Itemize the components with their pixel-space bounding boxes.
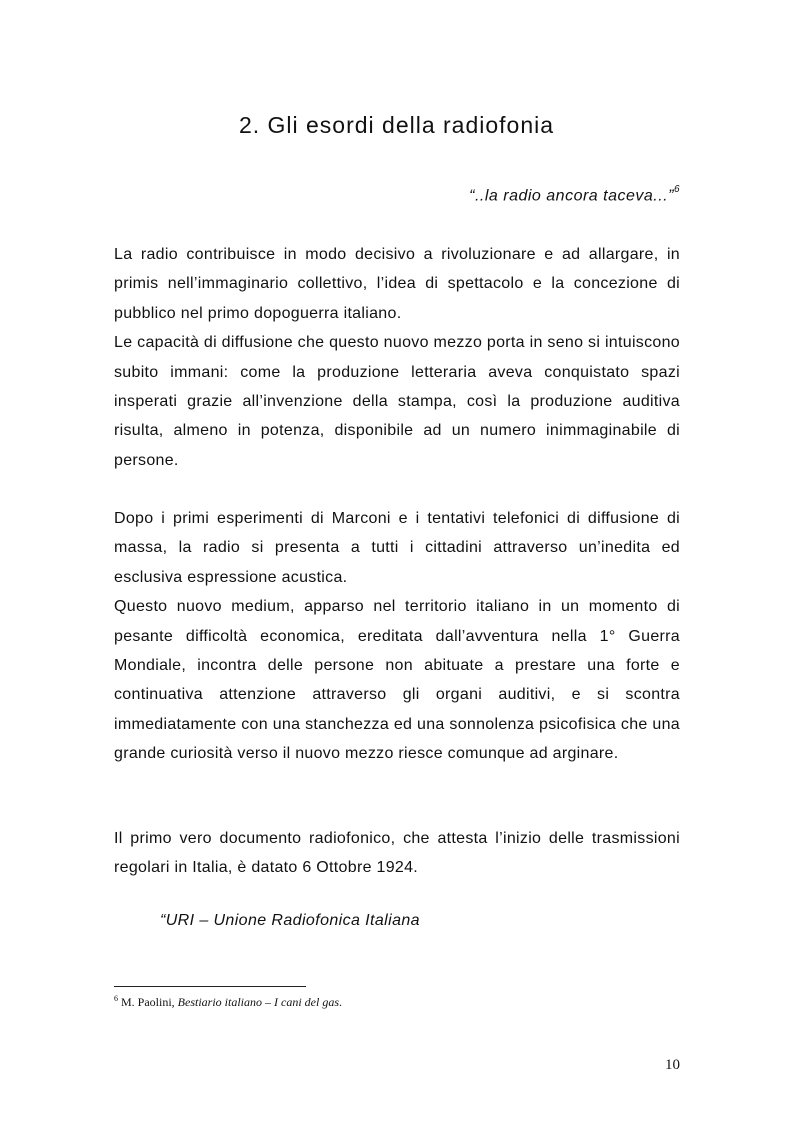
footnote <box>114 994 342 1010</box>
body-block-2 <box>114 504 680 769</box>
quote-line: “URI – Unione Radiofonica Italiana <box>160 912 420 929</box>
paragraph: Dopo i primi esperimenti di Marconi e i tentativi telefonici di diffusione di massa, la radio si presenta a tutti i cittadini attraverso un’inedita ed esclusiva espressione acustica. <box>114 510 680 586</box>
footnote-number: 6 <box>114 994 118 1003</box>
epigraph-footnote-ref: 6 <box>673 184 680 195</box>
footnote-author: M. Paolini, <box>121 995 175 1009</box>
paragraph: La radio contribuisce in modo decisivo a rivoluzionare e ad allargare, in primis nell’immaginario collettivo, l’idea di spettacolo e la concezione di pubblico nel primo dopoguerra italiano. <box>114 246 680 322</box>
paragraph: Il primo vero documento radiofonico, che attesta l’inizio delle trasmissioni regolari in Italia, è datato 6 Ottobre 1924. <box>114 830 680 877</box>
paragraph: Le capacità di diffusione che questo nuovo mezzo porta in seno si intuiscono subito immani: come la produzione letteraria aveva conquistato spazi insperati grazie all’invenzione della stampa, così la produzione auditiva risulta, almeno in potenza, disponibile ad un numero inimmaginabile di persone. <box>114 334 680 469</box>
footnote-end: . <box>339 995 342 1009</box>
body-block-1 <box>114 240 680 475</box>
epigraph <box>469 186 680 205</box>
body-block-3 <box>114 824 680 883</box>
epigraph-text: “..la radio ancora taceva...” <box>469 187 674 205</box>
chapter-title: 2. Gli esordi della radiofonia <box>238 112 555 138</box>
page-number: 10 <box>665 1057 680 1073</box>
footnote-work: Bestiario italiano – I cani del gas <box>177 995 339 1009</box>
paragraph: Questo nuovo medium, apparso nel territorio italiano in un momento di pesante difficoltà economica, ereditata dall’avventura nella 1° Guerra Mondiale, incontra delle persone non abituate a prestare una forte e continuativa attenzione attraverso gli organi auditivi, e si scontra immediatamente con una stanchezza ed una sonnolenza psicofisica che una grande curiosità verso il nuovo mezzo riesce comunque ad arginare. <box>114 598 680 763</box>
footnote-divider <box>114 986 306 987</box>
